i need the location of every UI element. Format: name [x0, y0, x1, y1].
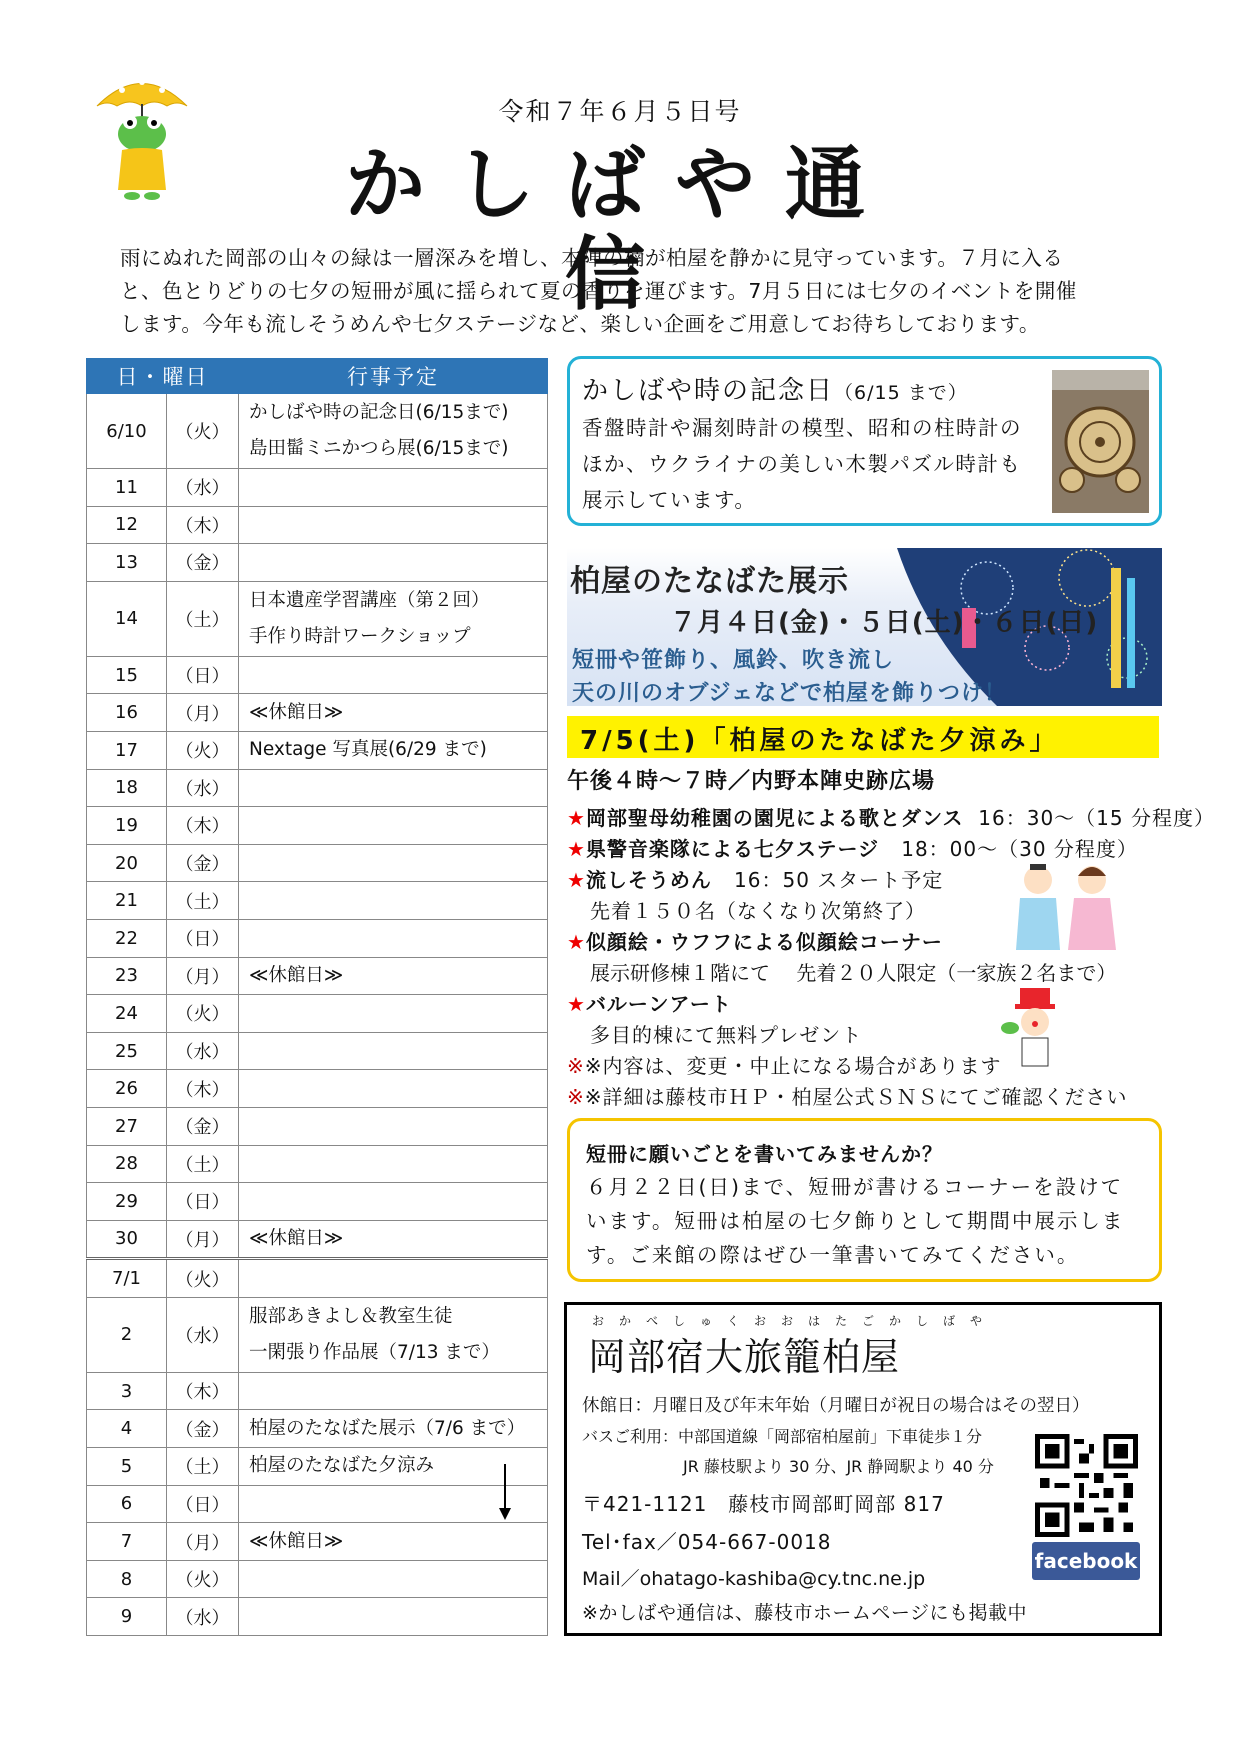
facility-name-ruby: おかべしゅくおおはたごかしばや [592, 1314, 998, 1328]
row-date: 4 [87, 1410, 167, 1448]
header-date: 日・曜日 [87, 359, 239, 394]
event-line: ≪休館日≫ [249, 964, 344, 986]
row-date: 12 [87, 506, 167, 544]
table-row [87, 807, 548, 845]
event-line: 島田髷ミニかつら展(6/15まで) [249, 438, 509, 459]
row-weekday: （火） [167, 995, 239, 1033]
row-date: 7 [87, 1523, 167, 1561]
table-row [87, 581, 548, 656]
banner-title: 柏屋のたなばた展示 [570, 564, 849, 599]
notice [567, 1050, 1002, 1079]
row-weekday: （土） [167, 882, 239, 920]
row-event [239, 844, 548, 882]
row-date: 14 [87, 581, 167, 656]
table-row [87, 1032, 548, 1070]
table-row [87, 544, 548, 582]
hikoboshi-orihime-illustration [1000, 862, 1130, 952]
row-event [239, 694, 548, 732]
notice-text: ※内容は、変更・中止になる場合があります [584, 1054, 1002, 1078]
row-weekday: （水） [167, 1297, 239, 1372]
program-item [567, 988, 732, 1017]
program-title: 岡部聖母幼稚園の園児による歌とダンス [585, 806, 964, 830]
row-date: 26 [87, 1070, 167, 1108]
row-event [239, 506, 548, 544]
row-weekday: （火） [167, 1560, 239, 1598]
balloon-clown-illustration [1000, 988, 1068, 1070]
bus-access: バスご利用：中部国道線「岡部宿柏屋前」下車徒歩１分 [582, 1427, 983, 1446]
event-line: ≪休館日≫ [249, 1530, 344, 1552]
row-date: 3 [87, 1372, 167, 1410]
program-title: 流しそうめん [585, 868, 712, 892]
notice-mark: ※ [567, 1085, 585, 1109]
row-date: 7/1 [87, 1259, 167, 1298]
facebook-button[interactable]: facebook [1032, 1542, 1140, 1580]
table-row [87, 1107, 548, 1145]
table-row [87, 1598, 548, 1636]
table-row [87, 1183, 548, 1221]
row-event [239, 1448, 548, 1486]
row-weekday: （火） [167, 394, 239, 469]
row-date: 20 [87, 844, 167, 882]
header-event: 行事予定 [239, 359, 548, 394]
row-weekday: （木） [167, 506, 239, 544]
row-date: 2 [87, 1297, 167, 1372]
row-date: 6/10 [87, 394, 167, 469]
row-event [239, 656, 548, 694]
program-sub: 展示研修棟１階にて 先着２０人限定（一家族２名まで） [590, 961, 1117, 985]
web-note: ※かしばや通信は、藤枝市ホームページにも掲載中 [582, 1602, 1028, 1624]
row-event [239, 1523, 548, 1561]
row-weekday: （月） [167, 957, 239, 995]
star-icon: ★ [567, 806, 586, 830]
schedule-header-row [87, 359, 548, 394]
closed-days: 休館日：月曜日及び年末年始（月曜日が祝日の場合はその翌日） [582, 1396, 1090, 1416]
table-row [87, 1410, 548, 1448]
program-title: バルーンアート [585, 992, 732, 1016]
table-row [87, 844, 548, 882]
row-event [239, 1070, 548, 1108]
row-weekday: （金） [167, 1107, 239, 1145]
row-event [239, 1032, 548, 1070]
row-date: 23 [87, 957, 167, 995]
intro-paragraph [120, 242, 1130, 341]
notice [567, 1081, 1128, 1110]
row-event [239, 1372, 548, 1410]
table-row [87, 469, 548, 507]
row-event [239, 919, 548, 957]
row-event [239, 1259, 548, 1298]
mail-address[interactable]: Mail／ohatago-kashiba@cy.tnc.ne.jp [582, 1568, 926, 1590]
row-event [239, 1220, 548, 1259]
notice-text: ※詳細は藤枝市ＨＰ・柏屋公式ＳＮＳにてご確認ください [584, 1085, 1128, 1109]
row-event [239, 995, 548, 1033]
event-line: かしばや時の記念日(6/15まで) [249, 402, 509, 423]
issue-date: 令和７年６月５日号 [498, 97, 742, 126]
row-weekday: （土） [167, 1448, 239, 1486]
table-row [87, 1145, 548, 1183]
event-line: 服部あきよし＆教室生徒 [249, 1305, 453, 1327]
table-row [87, 1372, 548, 1410]
row-date: 27 [87, 1107, 167, 1145]
table-row [87, 882, 548, 920]
table-row [87, 1560, 548, 1598]
schedule-body [87, 394, 548, 1636]
row-weekday: （金） [167, 844, 239, 882]
table-row [87, 731, 548, 769]
train-access: JR 藤枝駅より 30 分、JR 静岡駅より 40 分 [683, 1457, 994, 1476]
program-time: 16：30～（15 分程度） [978, 806, 1215, 830]
row-event [239, 957, 548, 995]
row-weekday: （日） [167, 1485, 239, 1523]
tanzaku-line: います。短冊は柏屋の七夕飾りとして期間中展示しま [586, 1209, 1125, 1233]
row-event [239, 1145, 548, 1183]
event-line: 手作り時計ワークショップ [249, 625, 471, 647]
event-line: Nextage 写真展(6/29 まで) [249, 739, 487, 761]
program-title: 県警音楽隊による七夕ステージ [585, 837, 880, 861]
tanzaku-title: 短冊に願いごとを書いてみませんか？ [586, 1142, 943, 1166]
row-weekday: （木） [167, 1372, 239, 1410]
notice-mark: ※ [567, 1054, 585, 1078]
row-date: 5 [87, 1448, 167, 1486]
table-row [87, 1523, 548, 1561]
table-row [87, 995, 548, 1033]
table-row [87, 1259, 548, 1298]
frog-umbrella-illustration [92, 66, 192, 206]
row-date: 24 [87, 995, 167, 1033]
row-event [239, 1598, 548, 1636]
table-row [87, 1070, 548, 1108]
program-sub: 多目的棟にて無料プレゼント [590, 1023, 863, 1047]
schedule-table [86, 358, 548, 1636]
row-event [239, 581, 548, 656]
star-icon: ★ [567, 837, 586, 861]
program-title: 似顔絵・ウフフによる似顔絵コーナー [585, 930, 943, 954]
intro-line: 雨にぬれた岡部の山々の緑は一層深みを増し、本陣の楠が柏屋を静かに見守っています。７月に入る [120, 246, 1064, 270]
row-event [239, 394, 548, 469]
qr-code[interactable] [1035, 1434, 1138, 1537]
row-event [239, 807, 548, 845]
row-date: 9 [87, 1598, 167, 1636]
row-event [239, 469, 548, 507]
continuation-arrow-icon [504, 1464, 506, 1510]
banner-description: 天の川のオブジェなどで柏屋を飾りつけ！ [572, 681, 1008, 706]
row-event [239, 769, 548, 807]
row-weekday: （金） [167, 1410, 239, 1448]
memorial-text [582, 410, 1052, 518]
row-weekday: （月） [167, 1523, 239, 1561]
table-row [87, 1297, 548, 1372]
row-date: 18 [87, 769, 167, 807]
star-icon: ★ [567, 992, 586, 1016]
row-date: 16 [87, 694, 167, 732]
program-time: 16：50 スタート予定 [734, 868, 944, 892]
row-weekday: （日） [167, 1183, 239, 1221]
yuusuzumi-time-place: 午後４時～７時／内野本陣史跡広場 [567, 769, 936, 794]
row-weekday: （月） [167, 694, 239, 732]
puzzle-clock-photo [1052, 370, 1149, 513]
row-date: 8 [87, 1560, 167, 1598]
row-weekday: （日） [167, 656, 239, 694]
table-row [87, 919, 548, 957]
tanzaku-line: ６月２２日(日)まで、短冊が書けるコーナーを設けて [586, 1175, 1124, 1199]
banner-dates: ７月４日(金)・５日(土)・６日(日) [670, 608, 1099, 638]
arrow-head-icon [499, 1508, 511, 1520]
program-sub: 先着１５０名（なくなり次第終了） [590, 899, 926, 923]
table-row [87, 1220, 548, 1259]
row-weekday: （土） [167, 1145, 239, 1183]
tanzaku-line: す。ご来館の際はぜひ一筆書いてみてください。 [586, 1243, 1080, 1267]
row-date: 19 [87, 807, 167, 845]
row-weekday: （木） [167, 1070, 239, 1108]
row-date: 11 [87, 469, 167, 507]
row-date: 17 [87, 731, 167, 769]
tanzaku-text [586, 1170, 1146, 1272]
program-item [567, 926, 943, 955]
row-event [239, 544, 548, 582]
row-event [239, 1107, 548, 1145]
row-weekday: （火） [167, 731, 239, 769]
table-row [87, 957, 548, 995]
table-row [87, 1448, 548, 1486]
row-event [239, 882, 548, 920]
program-item [567, 864, 943, 893]
row-date: 29 [87, 1183, 167, 1221]
row-weekday: （水） [167, 769, 239, 807]
intro-line: と、色とりどりの七夕の短冊が風に揺られて夏の香りを運びます。7月５日には七夕のイベントを開催 [120, 279, 1077, 303]
facility-name: 岡部宿大旅籠柏屋 [588, 1335, 901, 1379]
row-weekday: （水） [167, 469, 239, 507]
event-line: ≪休館日≫ [249, 701, 344, 723]
table-row [87, 506, 548, 544]
table-row [87, 694, 548, 732]
row-date: 6 [87, 1485, 167, 1523]
event-line: 柏屋のたなばた夕涼み [249, 1455, 435, 1477]
row-weekday: （金） [167, 544, 239, 582]
row-date: 21 [87, 882, 167, 920]
row-weekday: （木） [167, 807, 239, 845]
row-event [239, 1560, 548, 1598]
memorial-line: ほか、ウクライナの美しい木製パズル時計も [582, 452, 1022, 476]
program-item [567, 833, 1138, 862]
row-date: 15 [87, 656, 167, 694]
memorial-title-text: かしばや時の記念日 [582, 376, 835, 406]
row-event [239, 1297, 548, 1372]
row-date: 22 [87, 919, 167, 957]
table-row [87, 1485, 548, 1523]
row-weekday: （火） [167, 1259, 239, 1298]
row-date: 28 [87, 1145, 167, 1183]
memorial-period: （6/15 まで） [834, 382, 968, 404]
event-line: ≪休館日≫ [249, 1227, 344, 1249]
event-line: 日本遺産学習講座（第２回） [249, 589, 490, 611]
yuusuzumi-title: 7/5(土)「柏屋のたなばた夕涼み」 [580, 726, 1060, 756]
address: 〒421-1121 藤枝市岡部町岡部 817 [582, 1492, 945, 1516]
row-weekday: （土） [167, 581, 239, 656]
banner-description: 短冊や笹飾り、風鈴、吹き流し [572, 648, 895, 673]
row-event [239, 1183, 548, 1221]
program-time: 18：00～（30 分程度） [901, 837, 1138, 861]
table-row [87, 656, 548, 694]
row-date: 25 [87, 1032, 167, 1070]
program-item [567, 802, 1215, 831]
memorial-line: 展示しています。 [582, 488, 757, 512]
tel-fax: Tel･fax／054-667-0018 [582, 1530, 832, 1554]
event-line: 柏屋のたなばた展示（7/6 まで） [249, 1417, 526, 1439]
row-weekday: （水） [167, 1032, 239, 1070]
row-weekday: （月） [167, 1220, 239, 1259]
row-date: 13 [87, 544, 167, 582]
newsletter-title: かしばや通信 [345, 138, 895, 321]
row-weekday: （日） [167, 919, 239, 957]
memorial-line: 香盤時計や漏刻時計の模型、昭和の柱時計の [582, 416, 1022, 440]
intro-line: します。今年も流しそうめんや七夕ステージなど、楽しい企画をご用意してお待ちしております。 [120, 312, 1040, 336]
row-weekday: （水） [167, 1598, 239, 1636]
memorial-title [582, 370, 968, 407]
row-event [239, 1410, 548, 1448]
star-icon: ★ [567, 930, 586, 954]
event-line: 一閑張り作品展（7/13 まで） [249, 1341, 500, 1363]
star-icon: ★ [567, 868, 586, 892]
table-row [87, 769, 548, 807]
table-row [87, 394, 548, 469]
row-date: 30 [87, 1220, 167, 1259]
row-event [239, 731, 548, 769]
